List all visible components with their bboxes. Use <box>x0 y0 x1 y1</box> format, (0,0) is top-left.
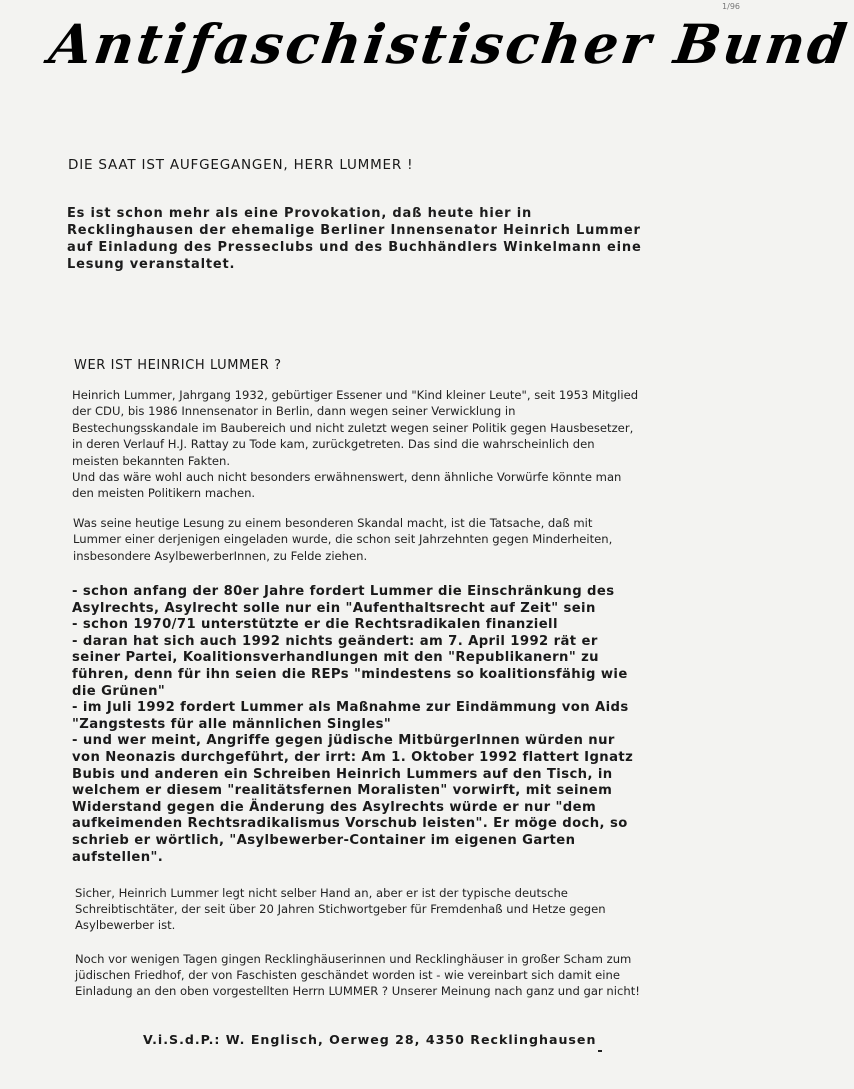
appeal-paragraph: Noch vor wenigen Tagen gingen Recklinghäuserinnen und Recklinghäuser in großer Scham zum jüdischen Friedhof, der von Faschisten geschändet worden ist - wie vereinbart sich damit eine Einladung an den oben vorgestellten Herrn LUMMER ? Unserer Meinung nach ganz und gar nicht! <box>75 952 640 999</box>
list-item: - schon anfang der 80er Jahre fordert Lummer die Einschränkung des Asylrechts, Asylrecht solle nur ein "Aufenthaltsrecht auf Zeit" sein <box>72 584 615 616</box>
list-item: - daran hat sich auch 1992 nichts geändert: am 7. April 1992 rät er seiner Partei, Koalitionsverhandlungen mit den "Republikanern" zu führen, denn für ihn seien die REPs "mindestens so koalitionsfähig wie die Grünen" <box>72 633 628 699</box>
footer-underline-mark <box>598 1050 602 1052</box>
intro-paragraph: Es ist schon mehr als eine Provokation, daß heute hier in Recklinghausen der ehemalige Berliner Innensenator Heinrich Lummer auf Einladung des Presseclubs und des Buchhändlers Winkelmann eine Lesung veranstaltet. <box>67 206 642 272</box>
scandal-paragraph: Was seine heutige Lesung zu einem besonderen Skandal macht, ist die Tatsache, daß mit Lummer einer derjenigen eingeladen wurde, die schon seit Jahrzehnten gegen Minderheiten, insbesondere AsylbewerberInnen, zu Felde ziehen. <box>73 516 613 563</box>
corner-mark: 1/96 <box>722 2 740 11</box>
accusation-list <box>72 584 640 866</box>
list-item: - im Juli 1992 fordert Lummer als Maßnahme zur Eindämmung von Aids "Zangstests für alle männlichen Singles" <box>72 700 629 732</box>
headline: DIE SAAT IST AUFGEGANGEN, HERR LUMMER ! <box>68 157 414 173</box>
biography-paragraph: Heinrich Lummer, Jahrgang 1932, gebürtiger Essener und "Kind kleiner Leute", seit 1953 Mitglied der CDU, bis 1986 Innensenator in Berlin, dann wegen seiner Verwicklung in Bestechungsskandale im Baubereich und nicht zuletzt wegen seiner Politik gegen Hausbesetzer, in deren Verlauf H.J. Rattay zu Tode kam, zurückgetreten. Das sind die wahrscheinlich den meisten bekannten Fakten. <box>72 388 639 468</box>
imprint-footer: V.i.S.d.P.: W. Englisch, Oerweg 28, 4350 Recklinghausen <box>143 1032 597 1047</box>
masthead-title: Antifaschistischer Bund <box>45 12 854 76</box>
biography-paragraph: Und das wäre wohl auch nicht besonders erwähnenswert, denn ähnliche Vorwürfe könnte man den meisten Politikern machen. <box>72 470 622 501</box>
section-heading: WER IST HEINRICH LUMMER ? <box>74 358 282 373</box>
list-item: - und wer meint, Angriffe gegen jüdische MitbürgerInnen würden nur von Neonazis durchgeführt, der irrt: Am 1. Oktober 1992 flattert Ignatz Bubis und anderen ein Schreiben Heinrich Lummers auf den Tisch, in welchem er diesem "realitätsfernen Moralisten" vorwirft, mit seinem Widerstand gegen die Änderung des Asylrechts würde er nur "dem aufkeimenden Rechtsradikalismus Vorschub leisten". Er möge doch, so schrieb er wörtlich, "Asylbewerber-Container im eigenen Garten aufstellen". <box>72 733 634 865</box>
conclusion-paragraph: Sicher, Heinrich Lummer legt nicht selber Hand an, aber er ist der typische deutsche Schreibtischtäter, der seit über 20 Jahren Stichwortgeber für Fremdenhaß und Hetze gegen Asylbewerber ist. <box>75 886 606 933</box>
biography-section <box>72 387 642 502</box>
list-item: - schon 1970/71 unterstützte er die Rechtsradikalen finanziell <box>72 617 558 633</box>
